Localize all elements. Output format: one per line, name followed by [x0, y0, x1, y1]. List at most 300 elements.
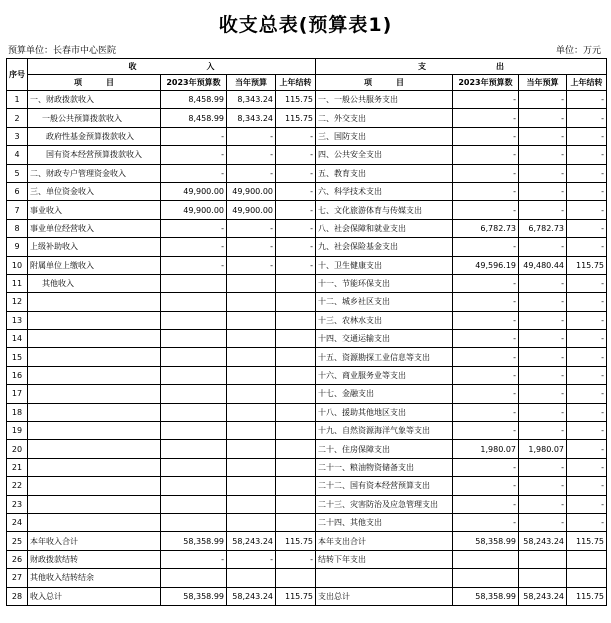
- expense-2023-cell: -: [453, 238, 519, 256]
- income-item-cell: 政府性基金预算拨款收入: [28, 127, 161, 145]
- income-item-cell: 国有资本经营预算拨款收入: [28, 146, 161, 164]
- income-item-cell: [28, 366, 161, 384]
- row-number-cell: 7: [7, 201, 28, 219]
- income-2023-cell: -: [161, 127, 227, 145]
- income-item-cell: 财政拨款结转: [28, 550, 161, 568]
- expense-2023-cell: 49,596.19: [453, 256, 519, 274]
- row-number-cell: 6: [7, 182, 28, 200]
- income-2023-cell: [161, 330, 227, 348]
- expense-carry-cell: [567, 550, 607, 568]
- header-income-current: 当年预算: [227, 75, 276, 91]
- income-item-cell: [28, 513, 161, 531]
- income-item-cell: [28, 385, 161, 403]
- row-number-cell: 3: [7, 127, 28, 145]
- expense-item-cell: 十四、交通运输支出: [316, 330, 453, 348]
- income-current-cell: [227, 458, 276, 476]
- expense-carry-cell: -: [567, 127, 607, 145]
- expense-carry-cell: -: [567, 422, 607, 440]
- row-number-cell: 25: [7, 532, 28, 550]
- budget-table: [6, 58, 607, 606]
- income-carry-cell: [276, 385, 316, 403]
- income-carry-cell: [276, 569, 316, 587]
- income-item-cell: 附属单位上缴收入: [28, 256, 161, 274]
- income-current-cell: [227, 569, 276, 587]
- income-2023-cell: 8,458.99: [161, 109, 227, 127]
- income-carry-cell: [276, 458, 316, 476]
- income-2023-cell: 58,358.99: [161, 587, 227, 605]
- expense-current-cell: -: [519, 201, 567, 219]
- expense-2023-cell: -: [453, 477, 519, 495]
- income-current-cell: [227, 477, 276, 495]
- expense-current-cell: -: [519, 477, 567, 495]
- table-row: [7, 495, 607, 513]
- expense-item-cell: 结转下年支出: [316, 550, 453, 568]
- table-row: [7, 422, 607, 440]
- header-expense: [316, 59, 607, 75]
- income-current-cell: 49,900.00: [227, 201, 276, 219]
- expense-current-cell: [519, 569, 567, 587]
- expense-2023-cell: [453, 550, 519, 568]
- income-current-cell: -: [227, 127, 276, 145]
- expense-current-cell: 6,782.73: [519, 219, 567, 237]
- expense-carry-cell: -: [567, 238, 607, 256]
- expense-carry-cell: -: [567, 164, 607, 182]
- table-row: [7, 182, 607, 200]
- expense-2023-cell: -: [453, 348, 519, 366]
- income-carry-cell: -: [276, 146, 316, 164]
- expense-item-cell: 四、公共安全支出: [316, 146, 453, 164]
- income-carry-cell: -: [276, 550, 316, 568]
- expense-2023-cell: -: [453, 366, 519, 384]
- expense-current-cell: -: [519, 366, 567, 384]
- row-number-cell: 21: [7, 458, 28, 476]
- income-carry-cell: [276, 366, 316, 384]
- income-2023-cell: -: [161, 256, 227, 274]
- row-number-cell: 12: [7, 293, 28, 311]
- expense-carry-cell: -: [567, 458, 607, 476]
- income-carry-cell: [276, 403, 316, 421]
- income-current-cell: -: [227, 550, 276, 568]
- expense-item-cell: 五、教育支出: [316, 164, 453, 182]
- income-item-cell: 上级补助收入: [28, 238, 161, 256]
- expense-item-cell: 本年支出合计: [316, 532, 453, 550]
- expense-2023-cell: -: [453, 164, 519, 182]
- income-item-cell: 一般公共预算拨款收入: [28, 109, 161, 127]
- expense-2023-cell: 58,358.99: [453, 587, 519, 605]
- income-item-cell: 其他收入结转结余: [28, 569, 161, 587]
- income-item-cell: 二、财政专户管理资金收入: [28, 164, 161, 182]
- table-row: [7, 238, 607, 256]
- row-number-cell: 13: [7, 311, 28, 329]
- expense-2023-cell: -: [453, 146, 519, 164]
- expense-item-cell: 二、外交支出: [316, 109, 453, 127]
- expense-carry-cell: -: [567, 440, 607, 458]
- expense-carry-cell: -: [567, 146, 607, 164]
- expense-current-cell: -: [519, 422, 567, 440]
- expense-2023-cell: -: [453, 495, 519, 513]
- expense-current-cell: 58,243.24: [519, 587, 567, 605]
- income-item-cell: [28, 477, 161, 495]
- income-2023-cell: [161, 366, 227, 384]
- expense-item-cell: 七、文化旅游体育与传媒支出: [316, 201, 453, 219]
- expense-item-cell: 十一、节能环保支出: [316, 274, 453, 292]
- expense-current-cell: -: [519, 182, 567, 200]
- table-row: [7, 587, 607, 605]
- header-income-char1: 收: [128, 62, 137, 71]
- income-2023-cell: -: [161, 146, 227, 164]
- row-number-cell: 28: [7, 587, 28, 605]
- table-row: [7, 403, 607, 421]
- expense-current-cell: -: [519, 109, 567, 127]
- expense-current-cell: -: [519, 238, 567, 256]
- table-row: [7, 348, 607, 366]
- income-2023-cell: [161, 403, 227, 421]
- expense-current-cell: 49,480.44: [519, 256, 567, 274]
- expense-2023-cell: 58,358.99: [453, 532, 519, 550]
- expense-carry-cell: -: [567, 330, 607, 348]
- expense-carry-cell: -: [567, 201, 607, 219]
- income-item-cell: 事业单位经营收入: [28, 219, 161, 237]
- header-expense-current: 当年预算: [519, 75, 567, 91]
- income-item-cell: [28, 311, 161, 329]
- expense-2023-cell: -: [453, 311, 519, 329]
- income-2023-cell: [161, 569, 227, 587]
- income-2023-cell: [161, 458, 227, 476]
- header-expense-char1: 支: [418, 62, 426, 71]
- income-2023-cell: -: [161, 550, 227, 568]
- income-current-cell: [227, 330, 276, 348]
- income-2023-cell: 49,900.00: [161, 182, 227, 200]
- income-item-cell: 一、财政拨款收入: [28, 91, 161, 109]
- income-current-cell: 8,343.24: [227, 109, 276, 127]
- income-current-cell: 58,243.24: [227, 587, 276, 605]
- expense-2023-cell: -: [453, 91, 519, 109]
- income-2023-cell: [161, 385, 227, 403]
- income-2023-cell: -: [161, 238, 227, 256]
- income-carry-cell: -: [276, 201, 316, 219]
- row-number-cell: 2: [7, 109, 28, 127]
- expense-carry-cell: -: [567, 385, 607, 403]
- expense-item-cell: 支出总计: [316, 587, 453, 605]
- row-number-cell: 4: [7, 146, 28, 164]
- expense-current-cell: -: [519, 146, 567, 164]
- income-carry-cell: [276, 513, 316, 531]
- table-row: [7, 532, 607, 550]
- row-number-cell: 5: [7, 164, 28, 182]
- expense-carry-cell: -: [567, 366, 607, 384]
- income-2023-cell: -: [161, 164, 227, 182]
- header-expense-carry: 上年结转: [567, 75, 607, 91]
- expense-carry-cell: -: [567, 477, 607, 495]
- expense-current-cell: -: [519, 458, 567, 476]
- income-item-cell: [28, 293, 161, 311]
- income-carry-cell: [276, 495, 316, 513]
- expense-carry-cell: 115.75: [567, 256, 607, 274]
- expense-carry-cell: 115.75: [567, 532, 607, 550]
- expense-2023-cell: -: [453, 109, 519, 127]
- expense-2023-cell: -: [453, 513, 519, 531]
- table-row: [7, 458, 607, 476]
- row-number-cell: 20: [7, 440, 28, 458]
- table-row: [7, 274, 607, 292]
- income-carry-cell: [276, 293, 316, 311]
- expense-current-cell: -: [519, 348, 567, 366]
- income-item-cell: 本年收入合计: [28, 532, 161, 550]
- expense-2023-cell: -: [453, 330, 519, 348]
- header-seq: 序号: [7, 59, 28, 91]
- expense-carry-cell: -: [567, 274, 607, 292]
- header-expense-item: 项 目: [316, 75, 453, 91]
- table-row: [7, 385, 607, 403]
- row-number-cell: 9: [7, 238, 28, 256]
- row-number-cell: 26: [7, 550, 28, 568]
- income-carry-cell: 115.75: [276, 91, 316, 109]
- expense-current-cell: -: [519, 91, 567, 109]
- row-number-cell: 22: [7, 477, 28, 495]
- expense-carry-cell: -: [567, 403, 607, 421]
- table-row: [7, 513, 607, 531]
- income-item-cell: 事业收入: [28, 201, 161, 219]
- expense-current-cell: -: [519, 127, 567, 145]
- income-carry-cell: -: [276, 164, 316, 182]
- expense-2023-cell: -: [453, 422, 519, 440]
- row-number-cell: 18: [7, 403, 28, 421]
- expense-item-cell: 二十四、其他支出: [316, 513, 453, 531]
- expense-carry-cell: -: [567, 348, 607, 366]
- expense-item-cell: 二十一、粮油物资储备支出: [316, 458, 453, 476]
- income-carry-cell: -: [276, 127, 316, 145]
- income-2023-cell: [161, 293, 227, 311]
- income-carry-cell: 115.75: [276, 532, 316, 550]
- income-current-cell: [227, 385, 276, 403]
- table-row: [7, 293, 607, 311]
- income-carry-cell: 115.75: [276, 109, 316, 127]
- header-expense-char2: 出: [496, 62, 504, 71]
- expense-item-cell: 三、国防支出: [316, 127, 453, 145]
- table-row: [7, 311, 607, 329]
- expense-item-cell: 十五、资源勘探工业信息等支出: [316, 348, 453, 366]
- expense-item-cell: 六、科学技术支出: [316, 182, 453, 200]
- income-item-cell: 三、单位资金收入: [28, 182, 161, 200]
- income-2023-cell: -: [161, 219, 227, 237]
- income-2023-cell: [161, 477, 227, 495]
- header-expense-2023: 2023年预算数: [453, 75, 519, 91]
- income-2023-cell: [161, 440, 227, 458]
- table-row: [7, 201, 607, 219]
- expense-2023-cell: -: [453, 274, 519, 292]
- table-row: [7, 146, 607, 164]
- income-current-cell: [227, 440, 276, 458]
- expense-item-cell: 十六、商业服务业等支出: [316, 366, 453, 384]
- expense-item-cell: 十三、农林水支出: [316, 311, 453, 329]
- expense-current-cell: -: [519, 403, 567, 421]
- income-current-cell: [227, 348, 276, 366]
- expense-2023-cell: 1,980.07: [453, 440, 519, 458]
- expense-item-cell: 十、卫生健康支出: [316, 256, 453, 274]
- income-item-cell: [28, 422, 161, 440]
- expense-carry-cell: -: [567, 495, 607, 513]
- income-carry-cell: -: [276, 238, 316, 256]
- page-title: 收支总表(预算表1): [218, 14, 393, 36]
- row-number-cell: 23: [7, 495, 28, 513]
- income-current-cell: -: [227, 219, 276, 237]
- expense-current-cell: -: [519, 311, 567, 329]
- unit-measure-label: 单位：万元: [555, 46, 601, 56]
- income-item-cell: [28, 403, 161, 421]
- income-current-cell: [227, 495, 276, 513]
- header-income: [28, 59, 316, 75]
- header-income-item: 项 目: [28, 75, 161, 91]
- expense-2023-cell: -: [453, 458, 519, 476]
- expense-item-cell: 十九、自然资源海洋气象等支出: [316, 422, 453, 440]
- income-current-cell: -: [227, 256, 276, 274]
- expense-carry-cell: -: [567, 219, 607, 237]
- table-row: [7, 91, 607, 109]
- income-2023-cell: [161, 422, 227, 440]
- income-carry-cell: [276, 477, 316, 495]
- income-carry-cell: -: [276, 219, 316, 237]
- header-income-carry: 上年结转: [276, 75, 316, 91]
- header-income-char2: 入: [206, 62, 215, 71]
- table-row: [7, 164, 607, 182]
- expense-2023-cell: -: [453, 201, 519, 219]
- row-number-cell: 8: [7, 219, 28, 237]
- income-current-cell: 49,900.00: [227, 182, 276, 200]
- header-income-2023: 2023年预算数: [161, 75, 227, 91]
- expense-2023-cell: 6,782.73: [453, 219, 519, 237]
- expense-carry-cell: [567, 569, 607, 587]
- row-number-cell: 15: [7, 348, 28, 366]
- income-current-cell: -: [227, 238, 276, 256]
- expense-2023-cell: -: [453, 127, 519, 145]
- table-row: [7, 550, 607, 568]
- income-current-cell: [227, 274, 276, 292]
- income-current-cell: [227, 366, 276, 384]
- expense-carry-cell: -: [567, 293, 607, 311]
- income-carry-cell: [276, 330, 316, 348]
- income-carry-cell: [276, 440, 316, 458]
- table-body: [7, 91, 607, 606]
- expense-current-cell: -: [519, 164, 567, 182]
- row-number-cell: 11: [7, 274, 28, 292]
- income-item-cell: [28, 440, 161, 458]
- row-number-cell: 27: [7, 569, 28, 587]
- table-row: [7, 366, 607, 384]
- expense-item-cell: 十七、金融支出: [316, 385, 453, 403]
- expense-item-cell: [316, 569, 453, 587]
- expense-item-cell: 二十二、国有资本经营预算支出: [316, 477, 453, 495]
- expense-2023-cell: -: [453, 182, 519, 200]
- expense-carry-cell: -: [567, 182, 607, 200]
- expense-current-cell: -: [519, 274, 567, 292]
- income-2023-cell: [161, 348, 227, 366]
- row-number-cell: 16: [7, 366, 28, 384]
- income-2023-cell: 49,900.00: [161, 201, 227, 219]
- row-number-cell: 10: [7, 256, 28, 274]
- row-number-cell: 17: [7, 385, 28, 403]
- income-2023-cell: [161, 274, 227, 292]
- income-current-cell: -: [227, 164, 276, 182]
- expense-2023-cell: -: [453, 293, 519, 311]
- expense-current-cell: [519, 550, 567, 568]
- income-carry-cell: [276, 348, 316, 366]
- row-number-cell: 19: [7, 422, 28, 440]
- row-number-cell: 24: [7, 513, 28, 531]
- income-carry-cell: -: [276, 182, 316, 200]
- expense-current-cell: 1,980.07: [519, 440, 567, 458]
- income-item-cell: [28, 348, 161, 366]
- income-2023-cell: [161, 495, 227, 513]
- expense-current-cell: 58,243.24: [519, 532, 567, 550]
- expense-carry-cell: -: [567, 311, 607, 329]
- expense-current-cell: -: [519, 513, 567, 531]
- income-current-cell: 58,243.24: [227, 532, 276, 550]
- income-2023-cell: [161, 513, 227, 531]
- income-2023-cell: 8,458.99: [161, 91, 227, 109]
- table-row: [7, 330, 607, 348]
- expense-current-cell: -: [519, 330, 567, 348]
- income-2023-cell: 58,358.99: [161, 532, 227, 550]
- income-current-cell: -: [227, 146, 276, 164]
- income-current-cell: [227, 422, 276, 440]
- table-row: [7, 256, 607, 274]
- income-current-cell: [227, 311, 276, 329]
- income-current-cell: [227, 513, 276, 531]
- expense-carry-cell: -: [567, 513, 607, 531]
- income-item-cell: 其他收入: [28, 274, 161, 292]
- budget-unit-label: 预算单位：长春市中心医院: [8, 46, 117, 56]
- expense-current-cell: -: [519, 293, 567, 311]
- expense-2023-cell: -: [453, 385, 519, 403]
- income-carry-cell: -: [276, 256, 316, 274]
- expense-item-cell: 二十三、灾害防治及应急管理支出: [316, 495, 453, 513]
- expense-item-cell: 九、社会保险基金支出: [316, 238, 453, 256]
- expense-2023-cell: -: [453, 403, 519, 421]
- expense-item-cell: 一、一般公共服务支出: [316, 91, 453, 109]
- row-number-cell: 1: [7, 91, 28, 109]
- income-carry-cell: 115.75: [276, 587, 316, 605]
- income-item-cell: 收入总计: [28, 587, 161, 605]
- expense-carry-cell: -: [567, 109, 607, 127]
- expense-item-cell: 十八、援助其他地区支出: [316, 403, 453, 421]
- expense-current-cell: -: [519, 495, 567, 513]
- table-row: [7, 127, 607, 145]
- expense-2023-cell: [453, 569, 519, 587]
- income-item-cell: [28, 495, 161, 513]
- income-item-cell: [28, 458, 161, 476]
- income-carry-cell: [276, 311, 316, 329]
- income-carry-cell: [276, 274, 316, 292]
- row-number-cell: 14: [7, 330, 28, 348]
- expense-item-cell: 八、社会保障和就业支出: [316, 219, 453, 237]
- income-carry-cell: [276, 422, 316, 440]
- income-current-cell: [227, 293, 276, 311]
- table-row: [7, 109, 607, 127]
- expense-current-cell: -: [519, 385, 567, 403]
- table-row: [7, 569, 607, 587]
- income-2023-cell: [161, 311, 227, 329]
- income-current-cell: [227, 403, 276, 421]
- expense-item-cell: 十二、城乡社区支出: [316, 293, 453, 311]
- income-item-cell: [28, 330, 161, 348]
- expense-item-cell: 二十、住房保障支出: [316, 440, 453, 458]
- income-current-cell: 8,343.24: [227, 91, 276, 109]
- table-row: [7, 219, 607, 237]
- expense-carry-cell: 115.75: [567, 587, 607, 605]
- expense-carry-cell: -: [567, 91, 607, 109]
- table-row: [7, 477, 607, 495]
- table-row: [7, 440, 607, 458]
